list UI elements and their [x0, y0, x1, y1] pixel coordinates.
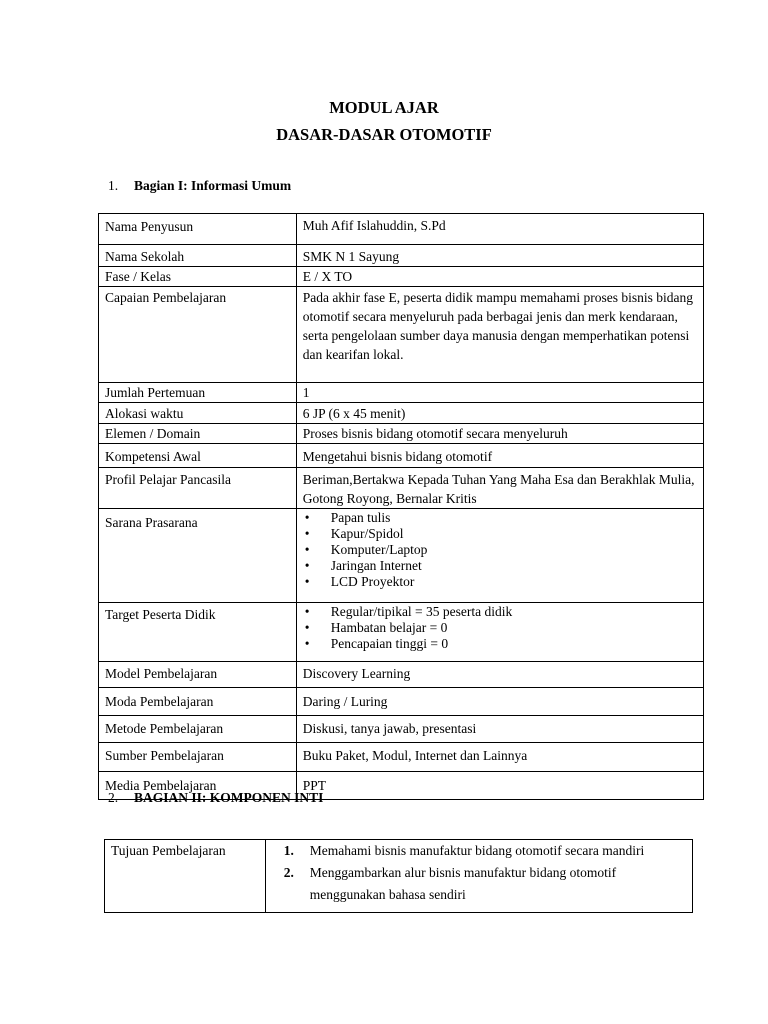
list-item — [282, 862, 686, 906]
row-value: Diskusi, tanya jawab, presentasi — [296, 716, 703, 743]
row-label: Jumlah Pertemuan — [99, 383, 297, 403]
table-row — [99, 716, 704, 743]
bullet-list — [303, 510, 697, 590]
table-row — [99, 662, 704, 688]
row-label: Kompetensi Awal — [99, 444, 297, 468]
row-label: Model Pembelajaran — [99, 662, 297, 688]
row-value: Discovery Learning — [296, 662, 703, 688]
section-1-heading — [108, 178, 291, 194]
list-item-text: Menggambarkan alur bisnis manufaktur bidang otomotif menggunakan bahasa sendiri — [309, 865, 617, 902]
section-2-number: 2. — [108, 790, 119, 805]
row-value — [265, 840, 692, 913]
table-row — [99, 444, 704, 468]
row-value: E / X TO — [296, 267, 703, 287]
list-item — [282, 840, 686, 862]
row-value: 1 — [296, 383, 703, 403]
table-row — [99, 287, 704, 383]
list-item: • Kapur/Spidol — [303, 526, 697, 542]
row-label: Moda Pembelajaran — [99, 688, 297, 716]
row-value: Pada akhir fase E, peserta didik mampu memahami proses bisnis bidang otomotif secara menyeluruh pada berbagai jenis dan merk kendaraan, serta pengelolaan sumber daya manusia dengan memperhatikan potensi dan kearifan lokal. — [296, 287, 703, 383]
table-row — [99, 424, 704, 444]
list-item: • Pencapaian tinggi = 0 — [303, 636, 697, 652]
section-1-number: 1. — [108, 178, 119, 193]
row-value — [296, 509, 703, 603]
row-value: Buku Paket, Modul, Internet dan Lainnya — [296, 743, 703, 772]
table-row — [99, 245, 704, 267]
document-title: MODUL AJAR — [329, 98, 439, 117]
table-row — [99, 603, 704, 662]
table-row — [99, 509, 704, 603]
info-table — [98, 213, 704, 800]
list-item: • Jaringan Internet — [303, 558, 697, 574]
table-row — [99, 743, 704, 772]
row-label: Elemen / Domain — [99, 424, 297, 444]
row-value: Daring / Luring — [296, 688, 703, 716]
section-2-title: BAGIAN II: KOMPONEN INTI — [134, 790, 324, 805]
row-label: Fase / Kelas — [99, 267, 297, 287]
row-value: Proses bisnis bidang otomotif secara menyeluruh — [296, 424, 703, 444]
row-label: Target Peserta Didik — [99, 603, 297, 662]
row-label: Profil Pelajar Pancasila — [99, 468, 297, 509]
list-item: • Regular/tipikal = 35 peserta didik — [303, 604, 697, 620]
row-label: Metode Pembelajaran — [99, 716, 297, 743]
table-row — [99, 403, 704, 424]
row-label: Nama Penyusun — [99, 214, 297, 245]
row-value: Muh Afif Islahuddin, S.Pd — [296, 214, 703, 245]
list-item: • LCD Proyektor — [303, 574, 697, 590]
row-label: Alokasi waktu — [99, 403, 297, 424]
row-label: Tujuan Pembelajaran — [105, 840, 266, 913]
row-value: SMK N 1 Sayung — [296, 245, 703, 267]
document-subtitle: DASAR-DASAR OTOMOTIF — [276, 125, 492, 144]
row-label: Sarana Prasarana — [99, 509, 297, 603]
row-value — [296, 603, 703, 662]
table-row — [99, 267, 704, 287]
row-label: Media Pembelajaran — [99, 772, 297, 800]
core-table — [104, 839, 693, 913]
row-value: Mengetahui bisnis bidang otomotif — [296, 444, 703, 468]
list-item-number: 1. — [283, 843, 294, 858]
list-item: • Papan tulis — [303, 510, 697, 526]
section-2-heading — [108, 790, 323, 806]
table-row — [99, 383, 704, 403]
list-item: • Hambatan belajar = 0 — [303, 620, 697, 636]
row-label: Sumber Pembelajaran — [99, 743, 297, 772]
row-value: 6 JP (6 x 45 menit) — [296, 403, 703, 424]
table-row — [99, 688, 704, 716]
section-1-title: Bagian I: Informasi Umum — [134, 178, 292, 193]
row-label: Nama Sekolah — [99, 245, 297, 267]
bullet-list — [303, 604, 697, 652]
table-row — [105, 840, 693, 913]
list-item-text: Memahami bisnis manufaktur bidang otomotif secara mandiri — [309, 843, 645, 858]
list-item: • Komputer/Laptop — [303, 542, 697, 558]
table-row — [99, 214, 704, 245]
numbered-list — [282, 840, 686, 906]
list-item-number: 2. — [283, 865, 294, 880]
row-value: PPT — [296, 772, 703, 800]
row-value: Beriman,Bertakwa Kepada Tuhan Yang Maha Esa dan Berakhlak Mulia, Gotong Royong, Bernalar Kritis — [296, 468, 703, 509]
row-label: Capaian Pembelajaran — [99, 287, 297, 383]
table-row — [99, 468, 704, 509]
